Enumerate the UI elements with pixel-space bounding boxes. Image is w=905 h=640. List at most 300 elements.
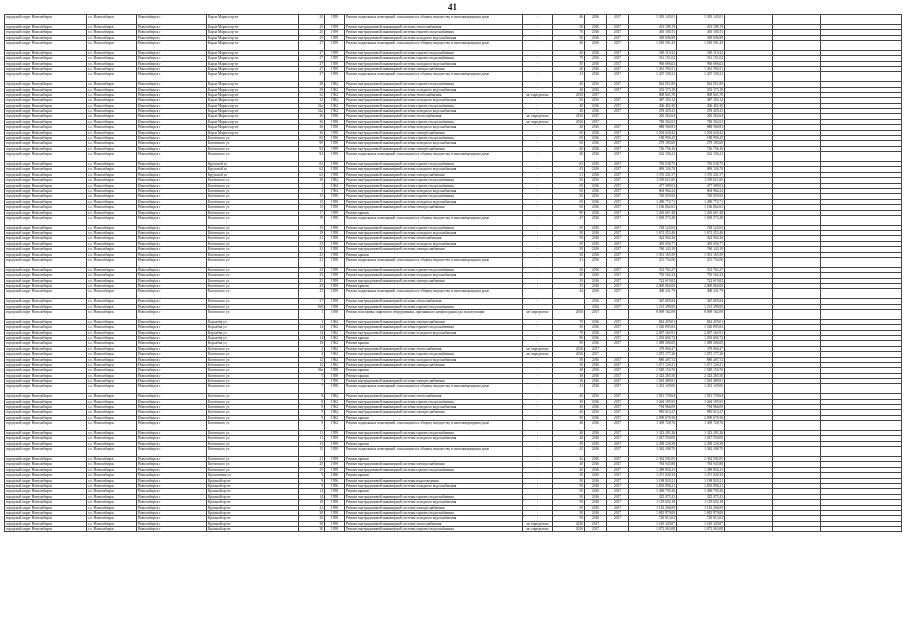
table-cell-cost-fund: 1 071 126,21	[677, 362, 725, 367]
table-cell-cost-total: 201 198,19	[629, 24, 677, 29]
table-cell-cost-fund: 844 459,01	[677, 319, 725, 324]
table-cell-cost-total: 2 363 592,83	[629, 456, 677, 461]
table-cell-work: Ремонт крыши	[345, 473, 523, 478]
table-cell-cost-total: 1 929 154,70	[629, 368, 677, 373]
table-cell-district: городской округ Новосибирск	[5, 66, 87, 71]
table-cell-amount: 40	[553, 66, 585, 71]
table-cell-city: г.о. Новосибирск	[87, 384, 137, 394]
table-cell-unit: -	[523, 72, 553, 82]
table-cell-settlement: Новосибирск г	[137, 35, 207, 40]
table-cell-cost-fund: 325 475,23	[677, 494, 725, 499]
table-cell-house: 32а	[299, 109, 325, 114]
table-cell-cost-budget-region	[725, 384, 773, 394]
table-cell-house: 14	[299, 335, 325, 340]
table-cell-unit: -	[523, 241, 553, 246]
table-cell-unit: -	[523, 236, 553, 241]
table-cell-street: Красный пр-кт	[207, 494, 299, 499]
table-cell-year: 1962	[325, 330, 345, 335]
table-cell-cost-fund: 760 143,18	[677, 247, 725, 252]
table-cell-work: Ремонт крыши	[345, 252, 523, 257]
table-cell-city: г.о. Новосибирск	[87, 125, 137, 130]
table-cell-work: Ремонт внутридомовой инженерной системы холодного водоснабжения	[345, 141, 523, 146]
table-cell-district: городской округ Новосибирск	[5, 278, 87, 283]
table-cell-year: 1959	[325, 289, 345, 299]
table-cell-district: городской округ Новосибирск	[5, 15, 87, 25]
table-cell-end: 2017	[607, 50, 629, 55]
table-cell-settlement: Новосибирск г	[137, 299, 207, 304]
table-cell-amount: 50	[553, 252, 585, 257]
table-cell-end: 2017	[607, 436, 629, 441]
table-cell-street: Карла Маркса пр-кт	[207, 103, 299, 108]
table-cell-end: 2017	[607, 15, 629, 25]
table-cell-cost-total: 1 389 854,21	[629, 467, 677, 472]
table-cell-amount: 2016	[553, 119, 585, 124]
table-cell-work: Ремонт внутридомовой инженерной системы горячего водоснабжения	[345, 267, 523, 272]
table-cell-start: 2016	[585, 15, 607, 25]
table-cell-cost-fund: 259 459,41	[677, 109, 725, 114]
table-cell-settlement: Новосибирск г	[137, 188, 207, 193]
table-cell-city: г.о. Новосибирск	[87, 299, 137, 304]
table-cell-start: 2016	[585, 510, 607, 515]
table-cell-amount: 63	[553, 162, 585, 167]
table-cell-house: 25	[299, 24, 325, 29]
table-cell-cost-budget-region	[725, 40, 773, 50]
table-cell-work: Ремонт крыши	[345, 441, 523, 446]
table-cell-house: 1	[299, 183, 325, 188]
table-cell-cost-fund: 222 156,21	[677, 152, 725, 162]
table-cell-year: 1958	[325, 114, 345, 119]
table-cell-street: Красный пр-кт	[207, 510, 299, 515]
table-cell-amount: 50	[553, 225, 585, 230]
table-cell-cost-budget-local	[773, 447, 821, 457]
table-cell-work: Ремонт внутридомовой инженерной системы горячего водоснабжения	[345, 136, 523, 141]
table-cell-cost-total: 728 122,65	[629, 225, 677, 230]
table-cell-cost-fund: 1 461 594,51	[677, 66, 725, 71]
table-cell-start: 2016	[585, 30, 607, 35]
table-cell-house: 13	[299, 447, 325, 457]
table-cell-end: 2017	[607, 379, 629, 384]
table-cell-start: 2016	[585, 167, 607, 172]
table-cell-district: городской округ Новосибирск	[5, 410, 87, 415]
table-cell-end: 2017	[607, 505, 629, 510]
table-cell-end: 2017	[607, 405, 629, 410]
table-cell-unit: не определено	[523, 309, 553, 319]
table-cell-district: городской округ Новосибирск	[5, 231, 87, 236]
table-cell-house: 21	[299, 241, 325, 246]
table-cell-amount: 50	[553, 247, 585, 252]
table-cell-amount: 90	[553, 341, 585, 346]
table-cell-settlement: Новосибирск г	[137, 304, 207, 309]
table-cell-street: Котовского ул	[207, 346, 299, 351]
table-cell-city: г.о. Новосибирск	[87, 489, 137, 494]
table-cell-street: Котовского ул	[207, 441, 299, 446]
table-cell-amount: 50	[553, 136, 585, 141]
table-cell-street: Котовского ул	[207, 410, 299, 415]
table-cell-settlement: Новосибирск г	[137, 335, 207, 340]
table-cell-cost-fund: 408 341,79	[677, 289, 725, 299]
table-cell-street: Карла Маркса пр-кт	[207, 92, 299, 97]
table-cell-city: г.о. Новосибирск	[87, 114, 137, 119]
table-cell-work: Ремонт подвальных помещений, относящихся к общему имуществу в многоквартирном доме	[345, 215, 523, 225]
table-cell-year: 1962	[325, 335, 345, 340]
table-cell-cost-total: 1 563 489,81	[629, 379, 677, 384]
table-cell-work: Ремонт подвальных помещений, относящихся к общему имуществу в многоквартирном доме	[345, 258, 523, 268]
table-cell-start: 2016	[585, 172, 607, 177]
table-cell-unit: не определено	[523, 119, 553, 124]
table-cell-street: Карла Маркса пр-кт	[207, 125, 299, 130]
table-cell-end: 2017	[607, 199, 629, 204]
table-cell-cost-fund: 985 613,27	[677, 410, 725, 415]
table-cell-start: 2016	[585, 325, 607, 330]
table-cell-house: 30	[299, 521, 325, 526]
table-cell-settlement: Новосибирск г	[137, 415, 207, 420]
table-cell-end: 2017	[607, 231, 629, 236]
table-cell-unit: -	[523, 167, 553, 172]
table-cell-unit: -	[523, 478, 553, 483]
table-cell-amount: 44	[553, 289, 585, 299]
table-cell-district: городской округ Новосибирск	[5, 500, 87, 505]
table-cell-cost-owners	[821, 289, 902, 299]
table-cell-house: 25	[299, 462, 325, 467]
table-cell-cost-total: 780 362,03	[629, 119, 677, 124]
table-cell-unit: не определено	[523, 114, 553, 119]
table-cell-unit: -	[523, 125, 553, 130]
table-cell-end: 2017	[607, 489, 629, 494]
table-cell-city: г.о. Новосибирск	[87, 330, 137, 335]
table-cell-work: Ремонт внутридомовой инженерной системы холодного водоснабжения	[345, 483, 523, 488]
table-cell-street: Карла Маркса пр-кт	[207, 35, 299, 40]
table-cell-street: Котовского ул	[207, 241, 299, 246]
table-cell-street: Котовского ул	[207, 436, 299, 441]
table-row	[5, 215, 902, 225]
table-cell-house: 4	[299, 346, 325, 351]
table-cell-amount: 2016	[553, 521, 585, 526]
table-cell-cost-fund: 944 951,89	[677, 82, 725, 87]
table-cell-cost-fund: 1 526 895,02	[677, 325, 725, 330]
table-cell-cost-owners	[821, 215, 902, 225]
table-cell-year: 1958	[325, 527, 345, 532]
table-cell-work: Ремонт крыши	[345, 284, 523, 289]
table-cell-cost-fund: 251 732,00	[677, 258, 725, 268]
table-cell-cost-total: 1 119 602,18	[629, 500, 677, 505]
table-cell-street: Котовского ул	[207, 399, 299, 404]
table-cell-settlement: Новосибирск г	[137, 341, 207, 346]
table-cell-district: городской округ Новосибирск	[5, 516, 87, 521]
table-cell-year: 1958	[325, 252, 345, 257]
table-cell-amount: 2016	[553, 92, 585, 97]
table-cell-unit: -	[523, 510, 553, 515]
table-cell-house: 5	[299, 373, 325, 378]
table-cell-settlement: Новосибирск г	[137, 72, 207, 82]
table-cell-unit: -	[523, 82, 553, 87]
table-cell-cost-fund: 740 050,92	[677, 194, 725, 199]
table-cell-house: 29	[299, 87, 325, 92]
table-cell-street: Королёва ул	[207, 319, 299, 324]
table-row	[5, 309, 902, 319]
table-cell-cost-total: 1 376 241,57	[629, 172, 677, 177]
table-cell-cost-fund: 1 471 029,34	[677, 473, 725, 478]
table-cell-district: городской округ Новосибирск	[5, 431, 87, 436]
table-cell-start: 2016	[585, 304, 607, 309]
table-cell-year: 1959	[325, 24, 345, 29]
table-cell-work: Ремонт внутридомовой инженерной системы горячего водоснабжения	[345, 304, 523, 309]
table-cell-amount: 43	[553, 167, 585, 172]
table-cell-district: городской округ Новосибирск	[5, 357, 87, 362]
table-cell-settlement: Новосибирск г	[137, 98, 207, 103]
table-cell-cost-owners	[821, 421, 902, 431]
table-cell-cost-total: 1 166 062,02	[629, 205, 677, 210]
table-cell-house: 62	[299, 172, 325, 177]
table-cell-start: 2016	[585, 341, 607, 346]
table-cell-street: Котовского ул	[207, 188, 299, 193]
table-cell-end: 2017	[607, 394, 629, 399]
table-cell-start: 2016	[585, 467, 607, 472]
table-cell-cost-fund: 792 162,32	[677, 273, 725, 278]
table-cell-amount: 50	[553, 35, 585, 40]
table-cell-district: городской округ Новосибирск	[5, 92, 87, 97]
table-cell-settlement: Новосибирск г	[137, 247, 207, 252]
table-cell-cost-total: 352 175,18	[629, 87, 677, 92]
table-cell-year: 1959	[325, 40, 345, 50]
table-cell-street: Красный пр-кт	[207, 500, 299, 505]
table-cell-district: городской округ Новосибирск	[5, 82, 87, 87]
table-cell-amount: 43	[553, 447, 585, 457]
table-cell-start: 2016	[585, 357, 607, 362]
table-cell-district: городской округ Новосибирск	[5, 319, 87, 324]
table-cell-cost-fund: 369 696,88	[677, 35, 725, 40]
table-cell-start: 2016	[585, 289, 607, 299]
table-cell-year: 1958	[325, 309, 345, 319]
table-cell-house: 27	[299, 72, 325, 82]
table-cell-cost-total: 720 913,63	[629, 516, 677, 521]
table-cell-end: 2017	[607, 368, 629, 373]
table-cell-cost-total: 760 143,18	[629, 247, 677, 252]
table-cell-unit: -	[523, 24, 553, 29]
table-cell-year: 1959	[325, 284, 345, 289]
table-cell-cost-budget-region	[725, 527, 773, 532]
table-cell-settlement: Новосибирск г	[137, 267, 207, 272]
table-cell-start: 2016	[585, 431, 607, 436]
table-cell-unit: -	[523, 15, 553, 25]
table-cell-settlement: Новосибирск г	[137, 109, 207, 114]
table-cell-work: Ремонт крыши	[345, 210, 523, 215]
table-cell-street: Котовского ул	[207, 210, 299, 215]
table-cell-house: 25	[299, 467, 325, 472]
table-cell-settlement: Новосибирск г	[137, 236, 207, 241]
table-cell-district: городской округ Новосибирск	[5, 521, 87, 526]
table-cell-work: Ремонт внутридомовой инженерной системы электроснабжения	[345, 362, 523, 367]
table-cell-cost-fund: 1 029 591,41	[677, 40, 725, 50]
table-cell-district: городской округ Новосибирск	[5, 473, 87, 478]
table-cell-settlement: Новосибирск г	[137, 346, 207, 351]
table-cell-district: городской округ Новосибирск	[5, 384, 87, 394]
table-cell-cost-total: 8 009 162,09	[629, 309, 677, 319]
table-cell-city: г.о. Новосибирск	[87, 289, 137, 299]
table-cell-house: 92	[299, 152, 325, 162]
table-cell-cost-fund: 265 110,32	[677, 50, 725, 55]
table-cell-work: Ремонт внутридомовой инженерной системы горячего водоснабжения	[345, 30, 523, 35]
table-cell-settlement: Новосибирск г	[137, 199, 207, 204]
table-cell-work: Ремонт внутридомовой инженерной системы холодного водоснабжения	[345, 357, 523, 362]
table-cell-year: 1959	[325, 66, 345, 71]
table-cell-year: 1958	[325, 500, 345, 505]
table-cell-amount: 41	[553, 384, 585, 394]
table-cell-city: г.о. Новосибирск	[87, 215, 137, 225]
table-cell-cost-fund: 1 921 739,64	[677, 394, 725, 399]
table-cell-house: 25	[299, 289, 325, 299]
table-cell-year: 1958	[325, 489, 345, 494]
table-cell-cost-fund: 1 563 489,81	[677, 379, 725, 384]
table-cell-cost-total: 1 526 895,02	[629, 325, 677, 330]
table-cell-cost-total: 784 945,88	[629, 462, 677, 467]
table-cell-work: Ремонт внутридомовой инженерной системы горячего водоснабжения	[345, 467, 523, 472]
table-cell-work: Ремонт внутридомовой инженерной системы горячего водоснабжения	[345, 494, 523, 499]
table-cell-house: 30	[299, 178, 325, 183]
table-cell-settlement: Новосибирск г	[137, 210, 207, 215]
table-cell-house: 14	[299, 325, 325, 330]
table-cell-work: Ремонт внутридомовой инженерной системы холодного водоснабжения	[345, 330, 523, 335]
table-cell-cost-total: 1 921 739,64	[629, 394, 677, 399]
table-cell-end: 2017	[607, 152, 629, 162]
table-cell-amount: 40	[553, 50, 585, 55]
table-cell-year: 1958	[325, 516, 345, 521]
table-cell-end: 2017	[607, 335, 629, 340]
table-cell-work: Ремонт внутридомовой инженерной системы холодного водоснабжения	[345, 167, 523, 172]
table-cell-start: 2016	[585, 319, 607, 324]
table-cell-amount: 50	[553, 241, 585, 246]
table-cell-end: 2017	[607, 494, 629, 499]
table-cell-street: Королёва ул	[207, 341, 299, 346]
table-cell-district: городской округ Новосибирск	[5, 258, 87, 268]
table-cell-unit: -	[523, 483, 553, 488]
table-cell-unit: -	[523, 231, 553, 236]
table-cell-district: городской округ Новосибирск	[5, 125, 87, 130]
table-cell-unit: -	[523, 494, 553, 499]
table-cell-unit: -	[523, 330, 553, 335]
table-cell-settlement: Новосибирск г	[137, 330, 207, 335]
table-cell-house: 22	[299, 505, 325, 510]
table-cell-city: г.о. Новосибирск	[87, 109, 137, 114]
table-cell-year: 1959	[325, 267, 345, 272]
table-cell-district: городской округ Новосибирск	[5, 289, 87, 299]
table-cell-unit: не определено	[523, 521, 553, 526]
table-cell-district: городской округ Новосибирск	[5, 35, 87, 40]
table-cell-unit: -	[523, 410, 553, 415]
table-cell-city: г.о. Новосибирск	[87, 87, 137, 92]
table-cell-unit: -	[523, 215, 553, 225]
table-cell-district: городской округ Новосибирск	[5, 399, 87, 404]
table-cell-amount: 50	[553, 489, 585, 494]
table-cell-end: 2017	[607, 252, 629, 257]
table-cell-start: 2016	[585, 278, 607, 283]
table-cell-cost-total: 279 185,60	[629, 141, 677, 146]
table-cell-unit: -	[523, 178, 553, 183]
table-cell-cost-total: 765 538,75	[629, 162, 677, 167]
table-cell-street: Котовского ул	[207, 199, 299, 204]
table-cell-start: 2016	[585, 258, 607, 268]
table-cell-house: 30	[299, 527, 325, 532]
table-cell-year: 1959	[325, 436, 345, 441]
table-cell-amount: 50	[553, 188, 585, 193]
table-cell-work: Ремонт внутридомовой инженерной системы холодного водоснабжения	[345, 273, 523, 278]
table-cell-unit: -	[523, 152, 553, 162]
table-cell-settlement: Новосибирск г	[137, 114, 207, 119]
table-cell-district: городской округ Новосибирск	[5, 167, 87, 172]
table-cell-end: 2017	[607, 431, 629, 436]
table-cell-unit: -	[523, 194, 553, 199]
table-cell-street: Крупской ул	[207, 172, 299, 177]
table-cell-street: Котовского ул	[207, 357, 299, 362]
table-cell-amount: 2016	[553, 309, 585, 319]
table-cell-cost-total: 465 105,55	[629, 30, 677, 35]
table-cell-work: Ремонт внутридомовой инженерной системы горячего водоснабжения	[345, 194, 523, 199]
table-cell-cost-fund: 279 004,27	[677, 346, 725, 351]
table-cell-cost-fund: 1 166 062,02	[677, 205, 725, 210]
table-cell-cost-owners	[821, 527, 902, 532]
table-cell-district: городской округ Новосибирск	[5, 141, 87, 146]
table-cell-unit: -	[523, 273, 553, 278]
table-cell-city: г.о. Новосибирск	[87, 309, 137, 319]
table-cell-start: 2016	[585, 394, 607, 399]
table-cell-street: Котовского ул	[207, 373, 299, 378]
table-cell-end: 2017	[607, 319, 629, 324]
table-cell-work: Ремонт внутридомовой инженерной системы электроснабжения	[345, 172, 523, 177]
table-cell-street: Котовского ул	[207, 362, 299, 367]
table-cell-amount: 51	[553, 172, 585, 177]
table-cell-amount: 70	[553, 30, 585, 35]
table-cell-year: 1962	[325, 109, 345, 114]
table-cell-district: городской округ Новосибирск	[5, 362, 87, 367]
table-cell-house: 9	[299, 483, 325, 488]
table-cell-amount: 50	[553, 141, 585, 146]
table-cell-start: 2016	[585, 299, 607, 304]
table-cell-city: г.о. Новосибирск	[87, 167, 137, 172]
table-cell-year: 1962	[325, 325, 345, 330]
table-cell-cost-fund: 2 363 592,83	[677, 456, 725, 461]
capital-repair-table	[4, 14, 902, 532]
table-cell-house: 21	[299, 258, 325, 268]
table-cell-district: городской округ Новосибирск	[5, 146, 87, 151]
table-cell-district: городской округ Новосибирск	[5, 210, 87, 215]
table-cell-cost-total: 2 990 679,36	[629, 415, 677, 420]
table-cell-unit: -	[523, 325, 553, 330]
table-cell-start: 2016	[585, 447, 607, 457]
table-cell-unit: -	[523, 66, 553, 71]
table-cell-settlement: Новосибирск г	[137, 431, 207, 436]
table-cell-work: Ремонт внутридомовой инженерной системы горячего водоснабжения	[345, 325, 523, 330]
table-cell-street: Котовского ул	[207, 379, 299, 384]
table-cell-end: 2017	[607, 516, 629, 521]
table-cell-street: Карла Маркса пр-кт	[207, 56, 299, 61]
table-cell-year: 1964	[325, 188, 345, 193]
table-cell-city: г.о. Новосибирск	[87, 304, 137, 309]
table-cell-cost-total: 189 996,25	[629, 136, 677, 141]
table-cell-district: городской округ Новосибирск	[5, 346, 87, 351]
table-cell-end: 2017	[607, 30, 629, 35]
table-cell-city: г.о. Новосибирск	[87, 278, 137, 283]
table-cell-cost-total: 1 362 298,70	[629, 447, 677, 457]
table-cell-cost-fund: 1 305 145,01	[677, 15, 725, 25]
table-cell-amount: 40	[553, 462, 585, 467]
table-cell-year: 1958	[325, 299, 345, 304]
table-cell-cost-budget-region	[725, 421, 773, 431]
table-cell-cost-total: 325 475,23	[629, 494, 677, 499]
table-cell-year: 1956	[325, 483, 345, 488]
table-cell-street: Королёва ул	[207, 330, 299, 335]
table-cell-amount: 90	[553, 335, 585, 340]
table-cell-amount: 40	[553, 410, 585, 415]
table-cell-city: г.о. Новосибирск	[87, 24, 137, 29]
